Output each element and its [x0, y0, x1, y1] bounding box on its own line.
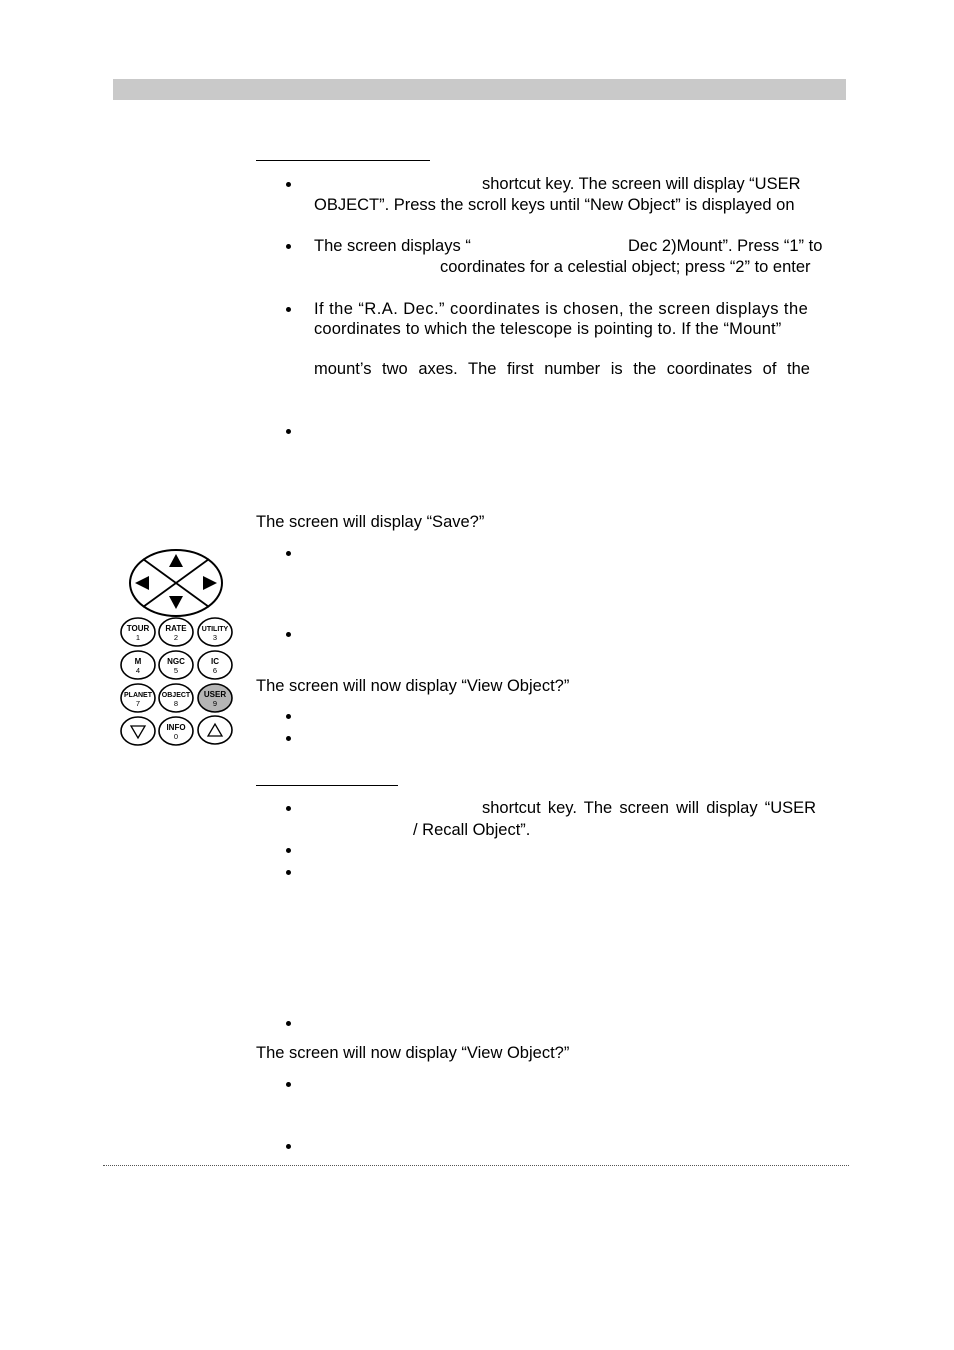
bullet	[286, 307, 291, 312]
bullet	[286, 429, 291, 434]
save-prompt: The screen will display “Save?”	[256, 513, 485, 531]
key-label: IC	[211, 657, 219, 666]
section1-step2-line2: coordinates for a celestial object; press “2” to enter	[440, 258, 811, 276]
bullet	[286, 1021, 291, 1026]
key-label: USER	[203, 690, 227, 699]
key-label: RATE	[165, 624, 187, 633]
section2-heading-rule	[256, 785, 398, 786]
section2-step1-line2: / Recall Object”.	[413, 821, 531, 839]
bullet	[286, 182, 291, 187]
key-number: 6	[212, 666, 218, 675]
section1-step1-line2: OBJECT”. Press the scroll keys until “New Object” is displayed on	[314, 196, 795, 214]
key-number: 3	[212, 633, 218, 642]
bullet	[286, 1082, 291, 1087]
header-bar	[113, 79, 846, 100]
hand-controller-keypad	[113, 545, 241, 755]
bullet	[286, 632, 291, 637]
key-rate[interactable]	[159, 618, 193, 646]
key-number: 0	[173, 732, 179, 741]
key-label: OBJECT	[161, 692, 191, 699]
section1-step3-line1: If the “R.A. Dec.” coordinates is chosen, the screen displays the	[314, 300, 809, 318]
text: shortcut key. The screen will display “USER	[482, 175, 801, 193]
bullet	[286, 244, 291, 249]
bullet	[286, 736, 291, 741]
key-object[interactable]	[159, 684, 193, 712]
section1-heading-rule	[256, 160, 430, 161]
key-label: NGC	[167, 657, 185, 666]
section1-step3-line2: coordinates to which the telescope is pointing to. If the “Mount”	[314, 320, 782, 338]
key-label: TOUR	[126, 624, 150, 633]
key-planet[interactable]	[121, 684, 155, 712]
bullet	[286, 870, 291, 875]
key-user[interactable]	[198, 684, 232, 712]
bullet	[286, 806, 291, 811]
key-ic[interactable]	[198, 651, 232, 679]
scroll-down-key[interactable]	[121, 717, 155, 745]
key-number: 1	[135, 633, 141, 642]
key-label: M	[134, 657, 142, 666]
key-label: INFO	[166, 723, 186, 732]
key-number: 9	[212, 699, 218, 708]
key-info[interactable]	[159, 717, 193, 745]
key-utility[interactable]	[198, 618, 232, 646]
key-number: 4	[135, 666, 141, 675]
section1-step2-line1a: The screen displays “	[314, 237, 471, 255]
section2-step1-line1: shortcut key. The screen will display “USER	[482, 799, 817, 817]
key-m[interactable]	[121, 651, 155, 679]
key-label: PLANET	[124, 692, 152, 699]
bullet	[286, 1144, 291, 1149]
key-number: 8	[173, 699, 179, 708]
scroll-up-key[interactable]	[198, 716, 232, 744]
section1-step3-line3: mount’s two axes. The first number is the coordinates of the	[314, 360, 810, 378]
bullet	[286, 848, 291, 853]
bullet	[286, 551, 291, 556]
view-object-prompt-2: The screen will now display “View Object?”	[256, 1044, 570, 1062]
footer-rule	[103, 1165, 849, 1166]
key-tour[interactable]	[121, 618, 155, 646]
key-number: 2	[173, 633, 179, 642]
direction-pad	[130, 550, 222, 616]
key-number: 5	[173, 666, 179, 675]
section1-step1-line1	[482, 174, 840, 194]
section1-step2-line1b: Dec 2)Mount”. Press “1” to	[628, 237, 823, 255]
bullet	[286, 714, 291, 719]
view-object-prompt-1: The screen will now display “View Object?”	[256, 677, 570, 695]
key-label: UTILITY	[201, 626, 229, 633]
key-number: 7	[135, 699, 141, 708]
key-ngc[interactable]	[159, 651, 193, 679]
